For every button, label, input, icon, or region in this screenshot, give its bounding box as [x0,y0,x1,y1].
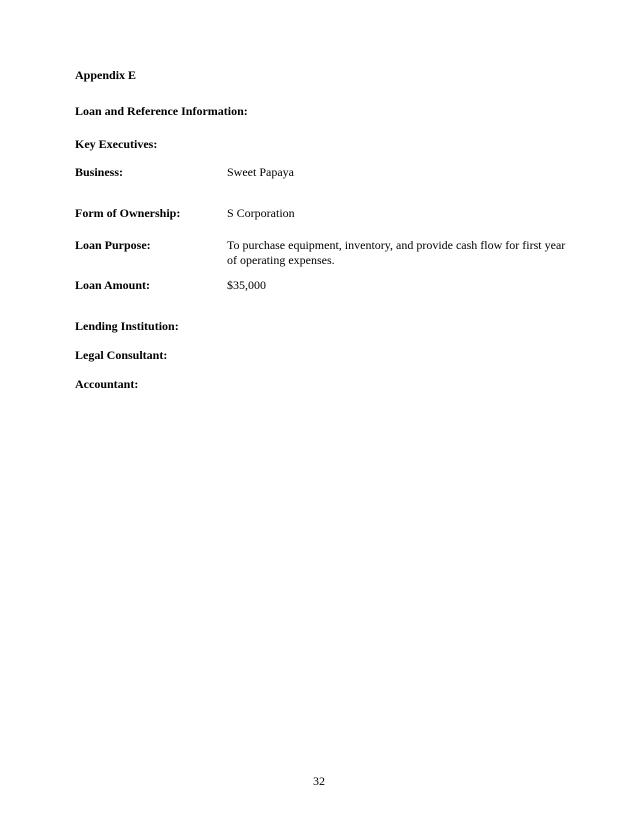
legal-consultant-label: Legal Consultant: [75,348,168,362]
business-label: Business: [75,165,124,179]
appendix-title: Appendix E [75,68,137,82]
section-title: Loan and Reference Information: [75,104,248,118]
lending-institution-label: Lending Institution: [75,319,179,333]
loan-purpose-value: To purchase equipment, inventory, and provide cash flow for first year of operating expenses. [227,238,566,267]
key-executives-label: Key Executives: [75,137,158,151]
loan-amount-value: $35,000 [227,278,266,292]
accountant-label: Accountant: [75,377,139,391]
form-of-ownership-label: Form of Ownership: [75,206,181,220]
form-of-ownership-value: S Corporation [227,206,295,220]
page-number: 32 [313,774,325,788]
loan-amount-label: Loan Amount: [75,278,151,292]
loan-purpose-label: Loan Purpose: [75,238,151,252]
business-value: Sweet Papaya [227,165,294,179]
